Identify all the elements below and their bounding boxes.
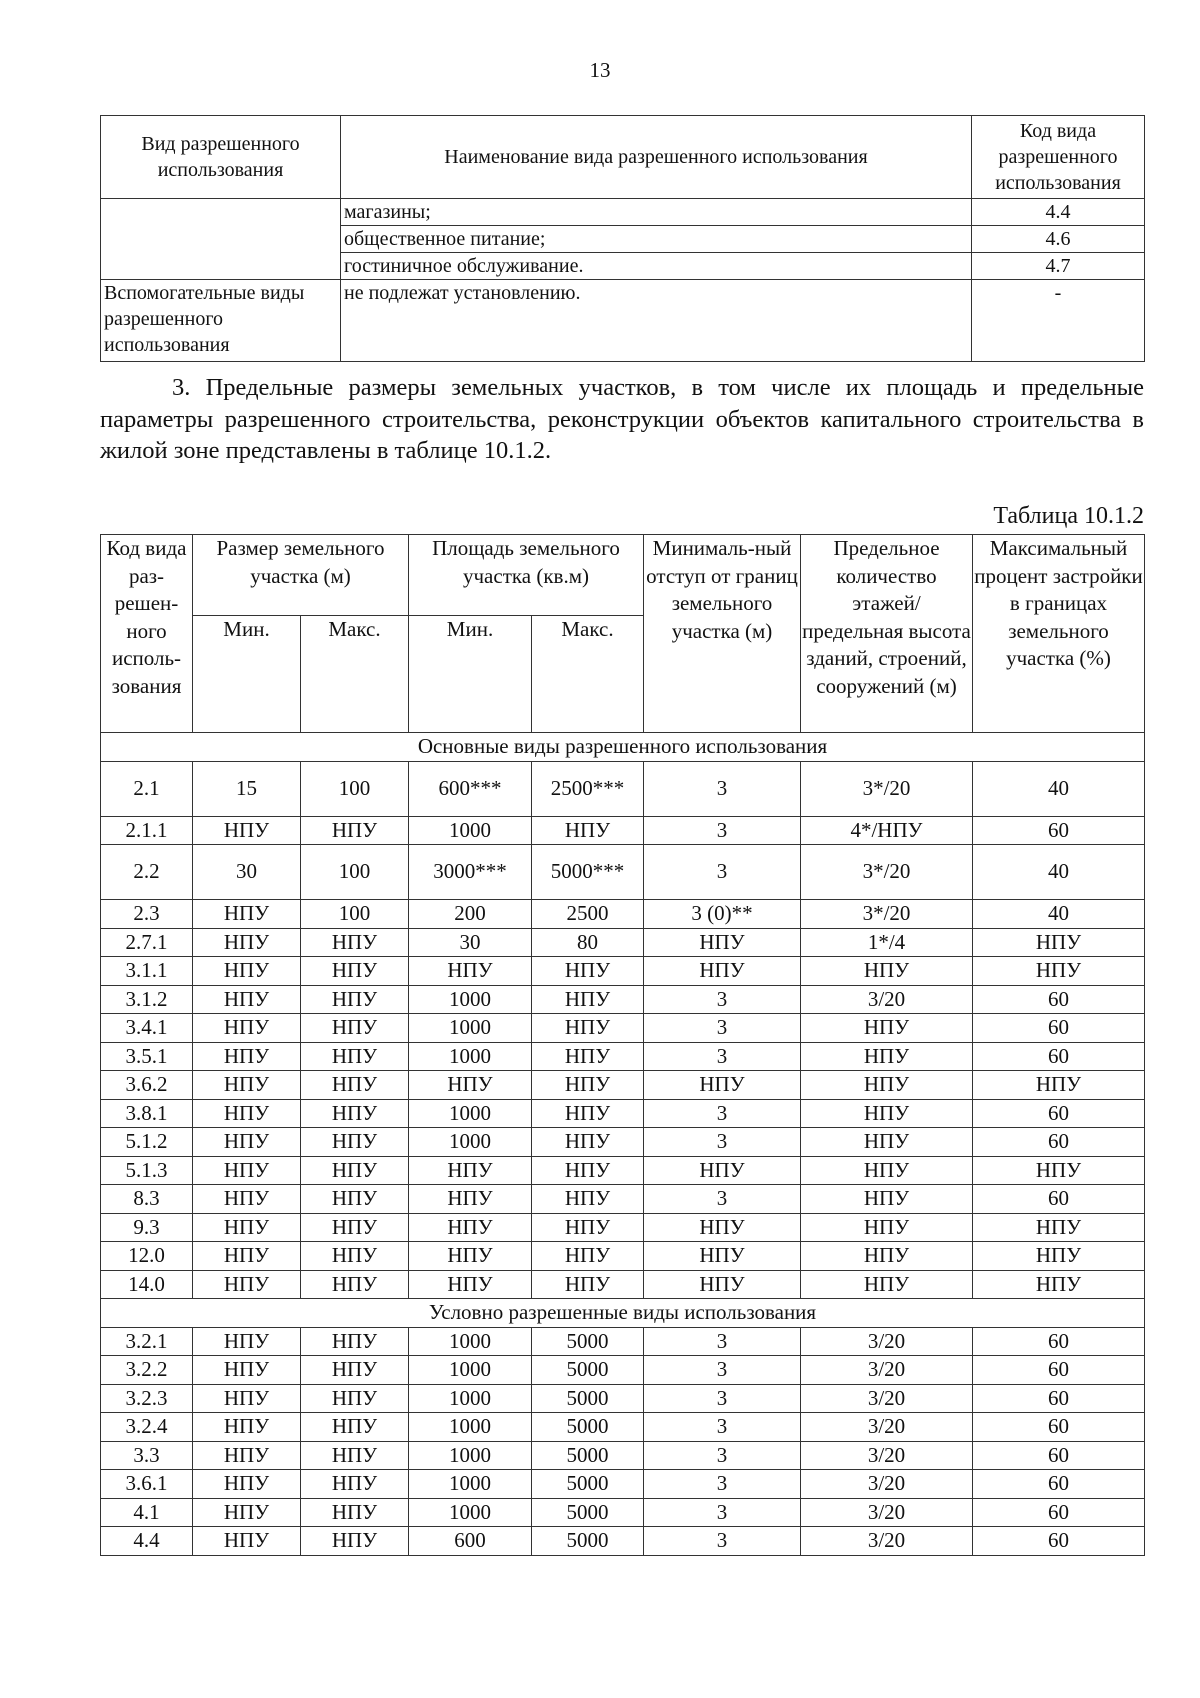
- floors-cell: НПУ: [801, 1242, 973, 1271]
- size-min-cell: НПУ: [193, 985, 301, 1014]
- area-max-cell: 5000: [532, 1413, 644, 1442]
- area-min-cell: 1000: [409, 985, 532, 1014]
- area-max-cell: 5000: [532, 1441, 644, 1470]
- code-cell: 8.3: [101, 1185, 193, 1214]
- size-min-cell: НПУ: [193, 1242, 301, 1271]
- size-min-cell: НПУ: [193, 1384, 301, 1413]
- floors-cell: НПУ: [801, 957, 973, 986]
- area-min-cell: 600: [409, 1527, 532, 1556]
- area-max-cell: 5000***: [532, 845, 644, 900]
- code-cell: 4.1: [101, 1498, 193, 1527]
- table-row: [101, 1185, 1145, 1214]
- size-min-cell: НПУ: [193, 1270, 301, 1299]
- size-max-cell: НПУ: [301, 1071, 409, 1100]
- table-row: [101, 1014, 1145, 1043]
- area-min-cell: 30: [409, 928, 532, 957]
- percent-cell: 60: [973, 816, 1145, 845]
- area-max-cell: 5000: [532, 1470, 644, 1499]
- table-row: [101, 1042, 1145, 1071]
- area-min-cell: 1000: [409, 1356, 532, 1385]
- header-floors: Предельное количество этажей/ предельная высота зданий, строений, сооружений (м): [801, 535, 973, 733]
- size-max-cell: 100: [301, 761, 409, 816]
- percent-cell: 60: [973, 1327, 1145, 1356]
- code-cell: 3.3: [101, 1441, 193, 1470]
- area-max-cell: 2500***: [532, 761, 644, 816]
- section-row-conditional: [101, 1299, 1145, 1328]
- size-max-cell: НПУ: [301, 1384, 409, 1413]
- percent-cell: 60: [973, 1185, 1145, 1214]
- code-cell: 2.1.1: [101, 816, 193, 845]
- size-max-cell: НПУ: [301, 1042, 409, 1071]
- floors-cell: 3/20: [801, 985, 973, 1014]
- area-min-cell: 1000: [409, 1128, 532, 1157]
- area-min-cell: НПУ: [409, 957, 532, 986]
- code-cell: 3.6.2: [101, 1071, 193, 1100]
- percent-cell: 60: [973, 1099, 1145, 1128]
- aux-use-label: Вспомогательные виды разрешенного использования: [101, 280, 341, 362]
- code-cell: 3.2.1: [101, 1327, 193, 1356]
- percent-cell: 60: [973, 1470, 1145, 1499]
- percent-cell: 60: [973, 1014, 1145, 1043]
- percent-cell: НПУ: [973, 1213, 1145, 1242]
- area-min-cell: 1000: [409, 1413, 532, 1442]
- area-max-cell: НПУ: [532, 1213, 644, 1242]
- area-min-cell: НПУ: [409, 1213, 532, 1242]
- area-min-cell: НПУ: [409, 1270, 532, 1299]
- area-max-cell: 5000: [532, 1356, 644, 1385]
- size-max-cell: НПУ: [301, 816, 409, 845]
- floors-cell: 3*/20: [801, 761, 973, 816]
- use-code: 4.6: [972, 226, 1145, 253]
- header-size-max: Макс.: [301, 616, 409, 733]
- table-caption: Таблица 10.1.2: [993, 503, 1144, 529]
- floors-cell: 3/20: [801, 1413, 973, 1442]
- size-max-cell: НПУ: [301, 1498, 409, 1527]
- size-min-cell: НПУ: [193, 1071, 301, 1100]
- size-min-cell: НПУ: [193, 928, 301, 957]
- size-min-cell: НПУ: [193, 1014, 301, 1043]
- size-min-cell: НПУ: [193, 1470, 301, 1499]
- setback-cell: 3: [644, 1384, 801, 1413]
- size-max-cell: 100: [301, 845, 409, 900]
- code-cell: 2.7.1: [101, 928, 193, 957]
- size-min-cell: НПУ: [193, 1213, 301, 1242]
- code-cell: 14.0: [101, 1270, 193, 1299]
- setback-cell: 3: [644, 1014, 801, 1043]
- table-row: [101, 280, 1145, 362]
- table-row: [101, 1071, 1145, 1100]
- setback-cell: 3: [644, 1470, 801, 1499]
- table-row: [101, 928, 1145, 957]
- empty-cell: [101, 199, 341, 280]
- table-row: [101, 1099, 1145, 1128]
- permitted-use-table: [100, 115, 1145, 362]
- percent-cell: НПУ: [973, 1156, 1145, 1185]
- setback-cell: НПУ: [644, 1071, 801, 1100]
- setback-cell: 3 (0)**: [644, 900, 801, 929]
- table-row: [101, 1441, 1145, 1470]
- table-row: [101, 985, 1145, 1014]
- table-row: [101, 1128, 1145, 1157]
- percent-cell: 60: [973, 1498, 1145, 1527]
- area-max-cell: НПУ: [532, 1042, 644, 1071]
- floors-cell: НПУ: [801, 1156, 973, 1185]
- size-max-cell: НПУ: [301, 957, 409, 986]
- setback-cell: 3: [644, 985, 801, 1014]
- size-min-cell: НПУ: [193, 957, 301, 986]
- size-max-cell: НПУ: [301, 1413, 409, 1442]
- area-min-cell: НПУ: [409, 1185, 532, 1214]
- table-row: [101, 761, 1145, 816]
- area-min-cell: 1000: [409, 1014, 532, 1043]
- floors-cell: 3/20: [801, 1356, 973, 1385]
- size-min-cell: НПУ: [193, 1441, 301, 1470]
- area-max-cell: 5000: [532, 1498, 644, 1527]
- header-size: Размер земельного участка (м): [193, 535, 409, 616]
- percent-cell: 60: [973, 985, 1145, 1014]
- area-min-cell: НПУ: [409, 1071, 532, 1100]
- size-max-cell: НПУ: [301, 1213, 409, 1242]
- code-cell: 2.1: [101, 761, 193, 816]
- area-min-cell: 200: [409, 900, 532, 929]
- percent-cell: 60: [973, 1384, 1145, 1413]
- floors-cell: 3/20: [801, 1498, 973, 1527]
- table-row: [101, 1384, 1145, 1413]
- table-row: [101, 900, 1145, 929]
- section-row-main: [101, 733, 1145, 762]
- setback-cell: НПУ: [644, 928, 801, 957]
- size-max-cell: НПУ: [301, 1527, 409, 1556]
- size-max-cell: НПУ: [301, 1185, 409, 1214]
- area-max-cell: НПУ: [532, 1014, 644, 1043]
- percent-cell: 60: [973, 1441, 1145, 1470]
- table-row: [101, 1470, 1145, 1499]
- header-use-type: Вид разрешенного использования: [101, 116, 341, 199]
- header-area-max: Макс.: [532, 616, 644, 733]
- use-code: 4.7: [972, 253, 1145, 280]
- table-row: [101, 957, 1145, 986]
- setback-cell: НПУ: [644, 1156, 801, 1185]
- percent-cell: НПУ: [973, 1270, 1145, 1299]
- area-min-cell: 1000: [409, 1498, 532, 1527]
- setback-cell: 3: [644, 1527, 801, 1556]
- table-row: [101, 1356, 1145, 1385]
- size-min-cell: НПУ: [193, 1156, 301, 1185]
- code-cell: 5.1.3: [101, 1156, 193, 1185]
- percent-cell: 40: [973, 761, 1145, 816]
- size-max-cell: НПУ: [301, 1327, 409, 1356]
- area-max-cell: НПУ: [532, 1242, 644, 1271]
- size-min-cell: НПУ: [193, 1099, 301, 1128]
- header-use-name: Наименование вида разрешенного использования: [341, 116, 972, 199]
- page-number: 13: [589, 58, 611, 82]
- table-row: [101, 199, 1145, 226]
- size-max-cell: НПУ: [301, 1242, 409, 1271]
- table-row: [101, 1498, 1145, 1527]
- code-cell: 9.3: [101, 1213, 193, 1242]
- size-min-cell: НПУ: [193, 1527, 301, 1556]
- floors-cell: 3/20: [801, 1527, 973, 1556]
- table-row: [101, 1327, 1145, 1356]
- floors-cell: 3/20: [801, 1470, 973, 1499]
- setback-cell: 3: [644, 845, 801, 900]
- percent-cell: 40: [973, 900, 1145, 929]
- area-max-cell: НПУ: [532, 1099, 644, 1128]
- area-max-cell: НПУ: [532, 1071, 644, 1100]
- area-min-cell: НПУ: [409, 1242, 532, 1271]
- size-min-cell: НПУ: [193, 1128, 301, 1157]
- size-min-cell: НПУ: [193, 1042, 301, 1071]
- code-cell: 3.1.2: [101, 985, 193, 1014]
- section-title-conditional: Условно разрешенные виды использования: [101, 1299, 1145, 1328]
- area-max-cell: НПУ: [532, 1270, 644, 1299]
- table-row: [101, 1213, 1145, 1242]
- area-max-cell: 2500: [532, 900, 644, 929]
- size-max-cell: НПУ: [301, 928, 409, 957]
- size-max-cell: НПУ: [301, 1099, 409, 1128]
- code-cell: 3.2.3: [101, 1384, 193, 1413]
- setback-cell: 3: [644, 761, 801, 816]
- header-setback: Минималь-ный отступ от границ земельного участка (м): [644, 535, 801, 733]
- table-row: [101, 1270, 1145, 1299]
- use-name: магазины;: [341, 199, 972, 226]
- size-min-cell: НПУ: [193, 1356, 301, 1385]
- code-cell: 4.4: [101, 1527, 193, 1556]
- area-min-cell: 1000: [409, 1470, 532, 1499]
- aux-use-code: -: [972, 280, 1145, 362]
- percent-cell: 40: [973, 845, 1145, 900]
- setback-cell: 3: [644, 1441, 801, 1470]
- code-cell: 3.4.1: [101, 1014, 193, 1043]
- floors-cell: 3*/20: [801, 845, 973, 900]
- header-area: Площадь земельного участка (кв.м): [409, 535, 644, 616]
- size-max-cell: 100: [301, 900, 409, 929]
- floors-cell: НПУ: [801, 1071, 973, 1100]
- setback-cell: 3: [644, 1413, 801, 1442]
- setback-cell: 3: [644, 1128, 801, 1157]
- setback-cell: 3: [644, 1042, 801, 1071]
- area-max-cell: НПУ: [532, 985, 644, 1014]
- size-max-cell: НПУ: [301, 1270, 409, 1299]
- code-cell: 3.2.2: [101, 1356, 193, 1385]
- setback-cell: НПУ: [644, 1270, 801, 1299]
- header-area-min: Мин.: [409, 616, 532, 733]
- setback-cell: 3: [644, 1185, 801, 1214]
- size-max-cell: НПУ: [301, 1356, 409, 1385]
- percent-cell: 60: [973, 1042, 1145, 1071]
- size-max-cell: НПУ: [301, 1470, 409, 1499]
- code-cell: 3.5.1: [101, 1042, 193, 1071]
- percent-cell: 60: [973, 1527, 1145, 1556]
- area-min-cell: 1000: [409, 1042, 532, 1071]
- header-code: Код вида раз-решен-ного исполь-зования: [101, 535, 193, 733]
- floors-cell: 4*/НПУ: [801, 816, 973, 845]
- floors-cell: 3/20: [801, 1384, 973, 1413]
- percent-cell: НПУ: [973, 928, 1145, 957]
- floors-cell: 3*/20: [801, 900, 973, 929]
- area-min-cell: 1000: [409, 1327, 532, 1356]
- floors-cell: 3/20: [801, 1327, 973, 1356]
- header-use-code: Код вида разрешенного использования: [972, 116, 1145, 199]
- percent-cell: НПУ: [973, 957, 1145, 986]
- area-min-cell: 600***: [409, 761, 532, 816]
- setback-cell: 3: [644, 1099, 801, 1128]
- floors-cell: НПУ: [801, 1128, 973, 1157]
- percent-cell: НПУ: [973, 1071, 1145, 1100]
- code-cell: 12.0: [101, 1242, 193, 1271]
- area-max-cell: 80: [532, 928, 644, 957]
- parameters-table: [100, 534, 1145, 1556]
- code-cell: 3.1.1: [101, 957, 193, 986]
- area-max-cell: НПУ: [532, 816, 644, 845]
- aux-use-name: не подлежат установлению.: [341, 280, 972, 362]
- floors-cell: 3/20: [801, 1441, 973, 1470]
- code-cell: 2.3: [101, 900, 193, 929]
- code-cell: 2.2: [101, 845, 193, 900]
- size-max-cell: НПУ: [301, 1156, 409, 1185]
- area-min-cell: 1000: [409, 1099, 532, 1128]
- floors-cell: НПУ: [801, 1213, 973, 1242]
- floors-cell: НПУ: [801, 1014, 973, 1043]
- use-name: гостиничное обслуживание.: [341, 253, 972, 280]
- paragraph: 3. Предельные размеры земельных участков, в том числе их площадь и предельные параметры разрешенного строительства, реконструкции объектов капитального строительства в жилой зоне представлены в таблице 10.1.2.: [100, 374, 1144, 464]
- size-min-cell: 30: [193, 845, 301, 900]
- setback-cell: 3: [644, 816, 801, 845]
- percent-cell: 60: [973, 1128, 1145, 1157]
- section-title-main: Основные виды разрешенного использования: [101, 733, 1145, 762]
- table-row: [101, 845, 1145, 900]
- floors-cell: НПУ: [801, 1185, 973, 1214]
- area-min-cell: НПУ: [409, 1156, 532, 1185]
- area-max-cell: НПУ: [532, 1185, 644, 1214]
- size-max-cell: НПУ: [301, 1441, 409, 1470]
- table-row: [101, 1527, 1145, 1556]
- area-min-cell: 1000: [409, 1384, 532, 1413]
- code-cell: 3.2.4: [101, 1413, 193, 1442]
- setback-cell: 3: [644, 1498, 801, 1527]
- size-max-cell: НПУ: [301, 1128, 409, 1157]
- area-min-cell: 1000: [409, 1441, 532, 1470]
- floors-cell: НПУ: [801, 1270, 973, 1299]
- header-size-min: Мин.: [193, 616, 301, 733]
- area-max-cell: НПУ: [532, 1156, 644, 1185]
- setback-cell: НПУ: [644, 957, 801, 986]
- table-row: [101, 1413, 1145, 1442]
- area-min-cell: 3000***: [409, 845, 532, 900]
- size-min-cell: 15: [193, 761, 301, 816]
- size-min-cell: НПУ: [193, 1185, 301, 1214]
- header-percent: Максимальный процент застройки в границах земельного участка (%): [973, 535, 1145, 733]
- floors-cell: НПУ: [801, 1099, 973, 1128]
- percent-cell: 60: [973, 1356, 1145, 1385]
- size-max-cell: НПУ: [301, 1014, 409, 1043]
- area-max-cell: НПУ: [532, 957, 644, 986]
- use-code: 4.4: [972, 199, 1145, 226]
- area-max-cell: НПУ: [532, 1128, 644, 1157]
- table-row: [101, 1242, 1145, 1271]
- area-max-cell: 5000: [532, 1527, 644, 1556]
- area-max-cell: 5000: [532, 1327, 644, 1356]
- code-cell: 3.8.1: [101, 1099, 193, 1128]
- floors-cell: 1*/4: [801, 928, 973, 957]
- floors-cell: НПУ: [801, 1042, 973, 1071]
- size-min-cell: НПУ: [193, 816, 301, 845]
- percent-cell: НПУ: [973, 1242, 1145, 1271]
- setback-cell: НПУ: [644, 1213, 801, 1242]
- area-min-cell: 1000: [409, 816, 532, 845]
- code-cell: 5.1.2: [101, 1128, 193, 1157]
- code-cell: 3.6.1: [101, 1470, 193, 1499]
- size-min-cell: НПУ: [193, 1327, 301, 1356]
- size-max-cell: НПУ: [301, 985, 409, 1014]
- setback-cell: 3: [644, 1356, 801, 1385]
- size-min-cell: НПУ: [193, 900, 301, 929]
- table-row: [101, 816, 1145, 845]
- setback-cell: 3: [644, 1327, 801, 1356]
- percent-cell: 60: [973, 1413, 1145, 1442]
- area-max-cell: 5000: [532, 1384, 644, 1413]
- table-row: [101, 1156, 1145, 1185]
- size-min-cell: НПУ: [193, 1498, 301, 1527]
- use-name: общественное питание;: [341, 226, 972, 253]
- setback-cell: НПУ: [644, 1242, 801, 1271]
- size-min-cell: НПУ: [193, 1413, 301, 1442]
